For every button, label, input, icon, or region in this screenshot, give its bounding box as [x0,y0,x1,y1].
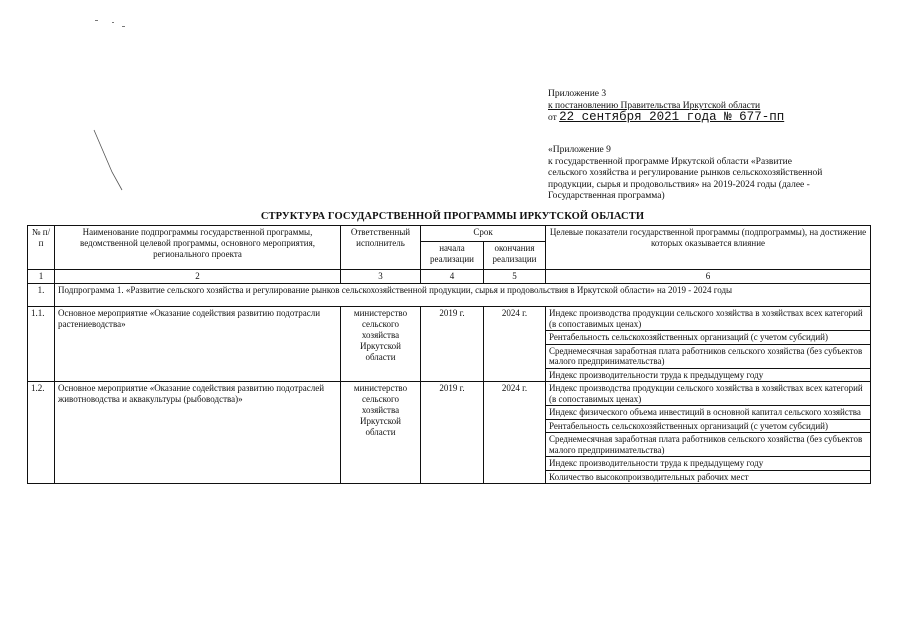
row-start: 2019 г. [421,307,484,382]
scan-mark [122,26,125,27]
column-number-row [28,270,871,284]
column-number: 3 [341,270,421,284]
indicator: Индекс производства продукции сельского хозяйства в хозяйствах всех категорий (в сопоставимых ценах) [546,307,871,331]
appendix-header [548,88,868,124]
row-num: 1.2. [28,382,55,484]
appendix-line: сельского хозяйства и регулирование рынков сельскохозяйственной [548,168,823,178]
document-title: СТРУКТУРА ГОСУДАРСТВЕННОЙ ПРОГРАММЫ ИРКУТСКОЙ ОБЛАСТИ [260,211,645,222]
scan-line [92,128,132,198]
row-end: 2024 г. [484,382,546,484]
row-end: 2024 г. [484,307,546,382]
column-number: 6 [546,270,871,284]
program-appendix-reference [548,145,858,203]
column-number: 1 [28,270,55,284]
indicator: Индекс физического объема инвестиций в основной капитал сельского хозяйства [546,406,871,420]
decree-reference: к постановлению Правительства Иркутской области [548,101,761,111]
appendix-line: Государственная программа) [548,191,665,201]
row-num: 1.1. [28,307,55,382]
header-end: окончания реализации [484,242,546,270]
appendix-line: «Приложение 9 [548,145,611,155]
header-num: № п/п [28,226,55,270]
scan-mark [112,22,114,23]
column-number: 4 [421,270,484,284]
header-name: Наименование подпрограммы государственной программы, ведомственной целевой программы, основного мероприятия, регионального проекта [55,226,341,270]
appendix-number: Приложение 3 [548,89,607,99]
row-name: Основное мероприятие «Оказание содействия развитию подотрасли растениеводства» [55,307,341,382]
subprogram-num: 1. [28,284,55,307]
header-indicators: Целевые показатели государственной программы (подпрограммы), на достижение которых оказывается влияние [546,226,871,270]
indicator: Рентабельность сельскохозяйственных организаций (с учетом субсидий) [546,331,871,345]
indicator: Индекс производительности труда к предыдущему году [546,368,871,382]
header-start: начала реализации [421,242,484,270]
scan-mark [95,20,98,21]
appendix-line: продукции, сырья и продовольствия» на 2019-2024 годы (далее - [548,179,810,190]
indicator: Индекс производства продукции сельского хозяйства в хозяйствах всех категорий (в сопоставимых ценах) [546,382,871,406]
row-executor: министерство сельского хозяйства Иркутской области [341,307,421,382]
appendix-line: к государственной программе Иркутской области «Развитие [548,156,792,167]
table-row [28,307,871,331]
indicator: Рентабельность сельскохозяйственных организаций (с учетом субсидий) [546,419,871,433]
date-prefix: от [548,113,557,123]
program-structure-table [27,225,871,484]
table-row [28,382,871,406]
row-name: Основное мероприятие «Оказание содействия развитию подотраслей животноводства и аквакультуры (рыбоводства)» [55,382,341,484]
indicator: Среднемесячная заработная плата работников сельского хозяйства (без субъектов малого предпринимательства) [546,433,871,457]
subprogram-row [28,284,871,307]
subprogram-title: Подпрограмма 1. «Развитие сельского хозяйства и регулирование рынков сельскохозяйственной продукции, сырья и продовольствия в Иркутской области» на 2019 - 2024 годы [55,284,871,307]
indicator: Индекс производительности труда к предыдущему году [546,457,871,471]
decree-date-number: 22 сентября 2021 года № 677-пп [559,110,785,124]
column-number: 2 [55,270,341,284]
column-number: 5 [484,270,546,284]
indicator: Среднемесячная заработная плата работников сельского хозяйства (без субъектов малого предпринимательства) [546,344,871,368]
header-executor: Ответственный исполнитель [341,226,421,270]
row-start: 2019 г. [421,382,484,484]
header-term: Срок [421,226,546,242]
indicator: Количество высокопроизводительных рабочих мест [546,470,871,484]
row-executor: министерство сельского хозяйства Иркутской области [341,382,421,484]
decree-date-line [548,111,868,124]
